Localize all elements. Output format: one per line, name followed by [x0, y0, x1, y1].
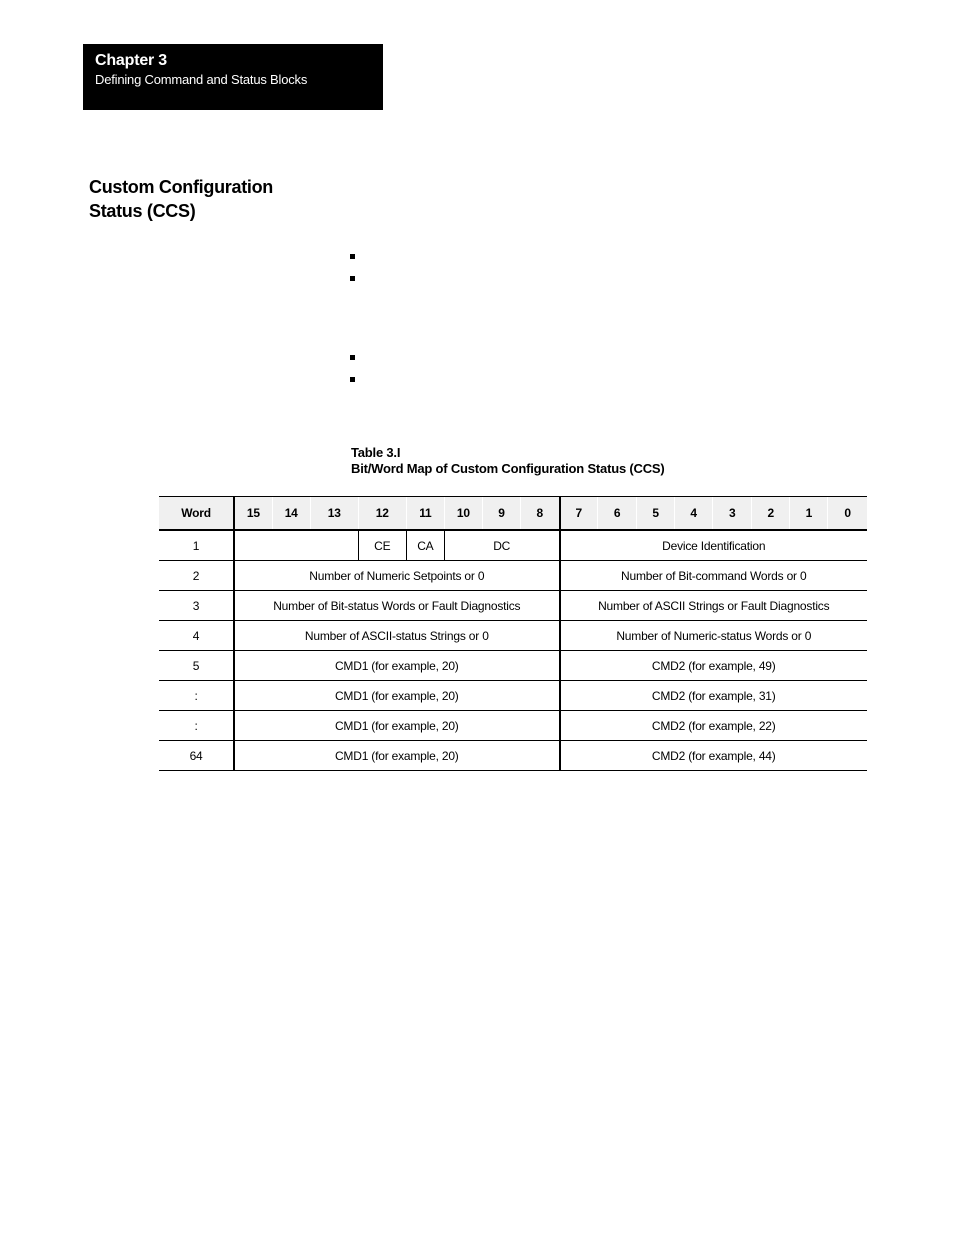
header-bit: 5 — [637, 497, 675, 531]
low-byte-cell: Number of ASCII Strings or Fault Diagnostics — [560, 591, 868, 621]
low-byte-cell: Number of Numeric-status Words or 0 — [560, 621, 868, 651]
header-bit: 7 — [560, 497, 598, 531]
low-byte-cell: CMD2 (for example, 44) — [560, 741, 868, 771]
bullet-square-icon — [350, 254, 355, 259]
high-byte-cell: CMD1 (for example, 20) — [234, 651, 559, 681]
section-heading — [89, 175, 329, 223]
header-bit: 3 — [713, 497, 752, 531]
section-heading-line2: Status (CCS) — [89, 201, 196, 221]
chapter-title: Chapter 3 — [95, 52, 167, 69]
ca-cell: CA — [406, 530, 444, 561]
high-byte-cell: CMD1 (for example, 20) — [234, 741, 559, 771]
bit-word-map-table — [159, 496, 867, 771]
word-cell: 5 — [159, 651, 234, 681]
table-row — [159, 651, 867, 681]
table-row — [159, 711, 867, 741]
word-cell: : — [159, 681, 234, 711]
header-bit: 11 — [406, 497, 444, 531]
high-byte-cell: Number of ASCII-status Strings or 0 — [234, 621, 559, 651]
low-byte-cell: CMD2 (for example, 49) — [560, 651, 868, 681]
word-cell: 64 — [159, 741, 234, 771]
high-byte-cell: CMD1 (for example, 20) — [234, 711, 559, 741]
low-byte-cell: Number of Bit-command Words or 0 — [560, 561, 868, 591]
header-bit: 9 — [482, 497, 520, 531]
header-bit: 1 — [790, 497, 828, 531]
header-bit: 12 — [358, 497, 406, 531]
ce-cell: CE — [358, 530, 406, 561]
header-bit: 13 — [310, 497, 358, 531]
header-bit: 0 — [828, 497, 867, 531]
low-byte-cell: CMD2 (for example, 22) — [560, 711, 868, 741]
table-row — [159, 591, 867, 621]
header-bit: 10 — [444, 497, 482, 531]
high-byte-cell: Number of Numeric Setpoints or 0 — [234, 561, 559, 591]
word-cell: 1 — [159, 530, 234, 561]
dc-cell: DC — [444, 530, 559, 561]
table-title: Bit/Word Map of Custom Configuration Status (CCS) — [351, 461, 665, 476]
table-row — [159, 681, 867, 711]
chapter-subtitle: Defining Command and Status Blocks — [95, 72, 308, 87]
table-row — [159, 530, 867, 561]
table-header-row — [159, 497, 867, 531]
reserved-cell — [234, 530, 358, 561]
table-caption — [351, 445, 665, 477]
high-byte-cell: CMD1 (for example, 20) — [234, 681, 559, 711]
header-word: Word — [159, 497, 234, 531]
header-bit: 15 — [234, 497, 272, 531]
low-byte-cell: CMD2 (for example, 31) — [560, 681, 868, 711]
chapter-header — [83, 44, 383, 110]
header-bit: 8 — [520, 497, 559, 531]
bullet-square-icon — [350, 377, 355, 382]
header-bit: 6 — [598, 497, 637, 531]
bullet-square-icon — [350, 355, 355, 360]
high-byte-cell: Number of Bit-status Words or Fault Diagnostics — [234, 591, 559, 621]
section-heading-line1: Custom Configuration — [89, 177, 273, 197]
header-bit: 14 — [272, 497, 310, 531]
header-bit: 2 — [752, 497, 790, 531]
table-row — [159, 621, 867, 651]
bullet-square-icon — [350, 276, 355, 281]
word-cell: 2 — [159, 561, 234, 591]
word-cell: 3 — [159, 591, 234, 621]
word-cell: : — [159, 711, 234, 741]
table-row — [159, 741, 867, 771]
header-bit: 4 — [675, 497, 713, 531]
low-byte-cell: Device Identification — [560, 530, 868, 561]
table-row — [159, 561, 867, 591]
word-cell: 4 — [159, 621, 234, 651]
table-number: Table 3.I — [351, 445, 401, 460]
